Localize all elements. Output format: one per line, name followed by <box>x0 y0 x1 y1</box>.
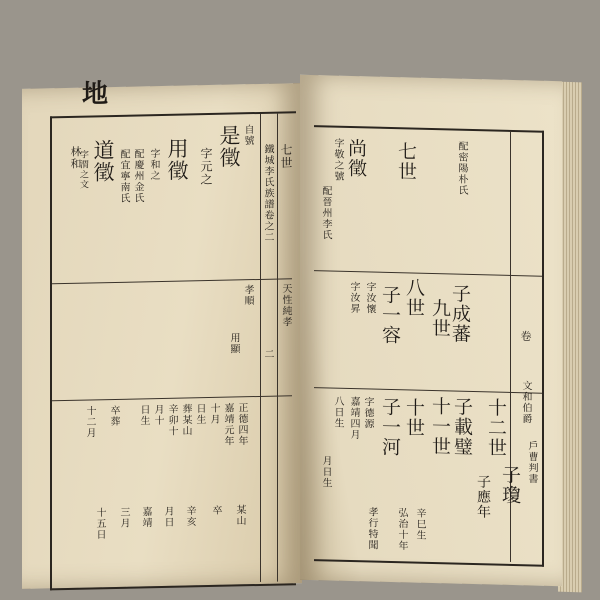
block-title-1: 道徵 <box>91 138 115 184</box>
row2-col-7: 日生 <box>138 404 149 427</box>
margin-num: 二 <box>262 348 273 360</box>
son-12: 子瓊 <box>499 464 521 506</box>
note-mid: 文和伯爵 <box>520 380 531 425</box>
row2-col-3: 日生 <box>194 403 205 426</box>
gen-10: 十世 <box>403 397 425 438</box>
row2-col-0: 正德四年 <box>236 402 247 447</box>
col-r2: 字汝懷 <box>364 281 375 315</box>
col-dao-c: 配宜寧南氏 <box>118 148 129 204</box>
block-title-2: 用徵 <box>165 137 189 182</box>
col-r12: 孝行特聞 <box>366 506 377 551</box>
row2-col-5: 辛卯十 <box>166 403 177 437</box>
son-9: 子成蕃 <box>449 283 471 344</box>
row2-col-6: 月十 <box>152 403 163 427</box>
col-r4: 字德源 <box>362 396 373 430</box>
rank-a: 孝順 <box>242 284 253 307</box>
row2-col-4: 葬某山 <box>180 403 191 437</box>
note-top: 卷 <box>519 330 532 343</box>
col-r11: 弘治十年 <box>396 507 407 552</box>
gen-heading: 七世 <box>279 143 293 170</box>
row3-col-1: 卒 <box>210 504 221 516</box>
son-8: 子一容 <box>379 284 401 346</box>
son-12b: 子應年 <box>475 474 491 520</box>
col-r5: 配晉州李氏 <box>320 185 331 241</box>
col-shi-a: 字元之 <box>199 146 213 187</box>
col-dao-a: 林和 <box>69 145 82 170</box>
gen-12: 十二世 <box>485 397 507 458</box>
gen-7: 七世 <box>395 141 417 182</box>
gen-8: 八世 <box>403 277 425 318</box>
row3-col-2: 辛亥 <box>184 505 195 528</box>
son-10: 子一河 <box>379 396 401 458</box>
col-r7: 嘉靖四月 <box>348 395 359 441</box>
col-dao-b: 字渭之文 <box>78 149 88 190</box>
gen-11: 十一世 <box>429 395 451 457</box>
row2-col-9: 十二月 <box>84 405 95 439</box>
son-11: 子載璧 <box>451 396 473 458</box>
col-r3: 字汝昇 <box>348 280 359 315</box>
margin-note: 鐵城李氏族譜卷之二 <box>262 143 273 243</box>
row3-col-0: 某山 <box>234 504 245 527</box>
col-r1: 字敬之號 <box>332 137 343 182</box>
rank-c: 用顯 <box>228 332 239 355</box>
col-yong-a: 字和之 <box>148 148 159 182</box>
title: 尚徵 <box>345 137 367 179</box>
gen-9: 九世 <box>429 297 451 339</box>
rank-b: 天性純孝 <box>280 283 291 328</box>
section-char: 地 <box>82 79 110 110</box>
row2-col-2: 十月 <box>208 402 219 426</box>
row3-col-3: 月日 <box>162 505 173 528</box>
note-right: 戶曹判書 <box>526 440 537 485</box>
col-r8: 八日生 <box>332 395 343 429</box>
row3-col-6: 十五日 <box>94 507 105 541</box>
col-yong-b: 配慶州金氏 <box>132 148 143 204</box>
row3-col-4: 嘉靖 <box>140 506 151 529</box>
row2-col-1: 嘉靖元年 <box>222 402 233 447</box>
row2-col-8: 卒葬 <box>108 404 119 428</box>
block-title-3: 是徵 <box>217 124 241 169</box>
right-page <box>300 75 562 586</box>
row3-col-5: 三月 <box>118 506 129 529</box>
col-shi-b: 自號 <box>242 124 253 147</box>
col-r6: 配密陽朴氏 <box>456 140 467 196</box>
left-page <box>22 79 302 589</box>
col-r9: 月日生 <box>320 455 331 489</box>
col-r10: 辛巳生 <box>414 507 425 541</box>
